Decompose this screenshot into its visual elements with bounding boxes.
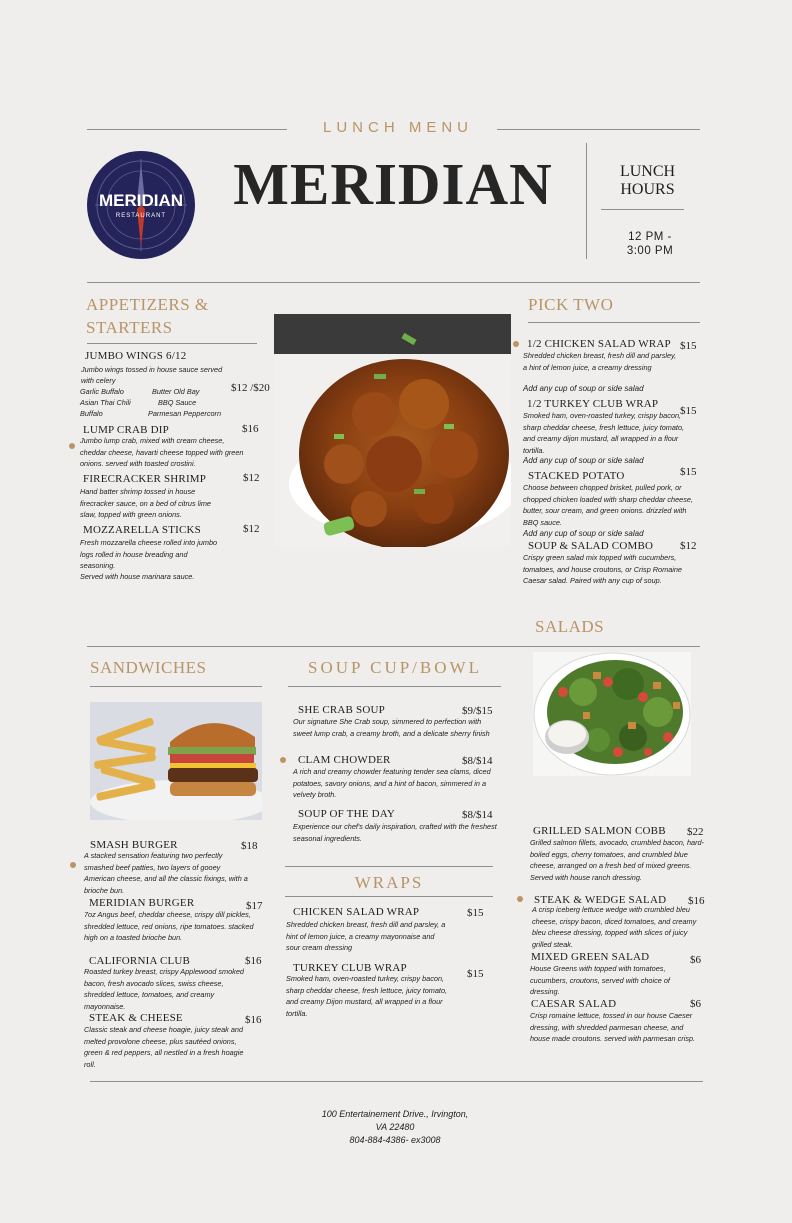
pick-two-rule bbox=[528, 322, 700, 323]
pick-item-2-addon: Add any cup of soup or side salad bbox=[523, 456, 644, 465]
pick-item-4-name: SOUP & SALAD COMBO bbox=[528, 540, 654, 552]
salad-3-desc: House Greens with topped with tomatoes, cucumbers, croutons, served with choice of dressing. bbox=[530, 964, 670, 996]
sandwiches-rule bbox=[90, 686, 262, 687]
hours-rule bbox=[601, 209, 684, 210]
mozzarella-sticks-price: $12 bbox=[243, 523, 260, 535]
salad-4-desc: Crisp romaine lettuce, tossed in our house Caeser dressing, with shredded parmesan cheese, and house made croutons. served with parmesan crisp. bbox=[530, 1011, 696, 1043]
logo-subtext: RESTAURANT bbox=[115, 213, 167, 219]
bullet-dot bbox=[517, 896, 523, 902]
sandwich-2-desc: 7oz Angus beef, cheddar cheese, crispy dill pickles, shredded lettuce, red onions, ripe tomatoes. stacked high on a toasted brioche bun. bbox=[84, 910, 254, 942]
salad-3-price: $6 bbox=[690, 954, 701, 966]
sandwich-3-name: CALIFORNIA CLUB bbox=[89, 955, 191, 967]
appetizers-rule bbox=[87, 343, 257, 344]
sandwich-2-price: $17 bbox=[246, 900, 263, 912]
header-vertical-divider bbox=[586, 143, 587, 259]
flavor-3b: Parmesan Peppercorn bbox=[148, 409, 222, 418]
wrap-2-price: $15 bbox=[467, 968, 484, 980]
salad-2-desc: A crisp iceberg lettuce wedge with crumbled bleu cheese, crispy bacon, diced tomatoes, and creamy bleu cheese dressing, topped with slices of juicy grilled steak. bbox=[532, 905, 697, 949]
mid-section-rule bbox=[87, 646, 700, 647]
flavor-1b: Butter Old Bay bbox=[152, 387, 200, 396]
soup-rule bbox=[288, 686, 501, 687]
pick-item-3-name: STACKED POTATO bbox=[528, 470, 625, 482]
firecracker-shrimp-desc: Hand batter shrimp tossed in house firecracker sauce, on a bed of citrus lime slaw, topped with green onions. bbox=[80, 487, 211, 519]
pick-item-1-desc: Shredded chicken breast, fresh dill and parsley, a hint of lemon juice, a creamy dressing bbox=[523, 351, 677, 372]
footer-address-1: 100 Entertainement Drive., Irvington, bbox=[321, 1109, 469, 1119]
pick-item-3-desc: Choose between chopped brisket, pulled pork, or chopped chicken loaded with sharp cheddar cheese, butter, sour cream, and green onions. drizzled with BBQ sauce. bbox=[523, 483, 693, 527]
salad-3-name: MIXED GREEN SALAD bbox=[531, 951, 650, 963]
pick-item-2-name: 1/2 TURKEY CLUB WRAP bbox=[527, 398, 659, 410]
sandwich-1-name: SMASH BURGER bbox=[90, 839, 178, 851]
bullet-dot bbox=[513, 341, 519, 347]
sandwich-3-price: $16 bbox=[245, 955, 262, 967]
jumbo-wings-price: $12 /$20 bbox=[231, 382, 270, 394]
salad-photo bbox=[533, 652, 691, 776]
salad-4-name: CAESAR SALAD bbox=[531, 998, 617, 1010]
wrap-1-price: $15 bbox=[467, 907, 484, 919]
mozzarella-sticks-desc-2: Served with house marinara sauce. bbox=[80, 572, 195, 581]
soup-2-desc: A rich and creamy chowder featuring tender sea clams, diced potatoes, savory onions, and a hint of bacon, simmered in a velvety broth. bbox=[293, 767, 491, 799]
soup-2-price: $8/$14 bbox=[462, 755, 493, 767]
appetizers-title-2: STARTERS bbox=[86, 318, 173, 337]
menu-subtitle: LUNCH MENU bbox=[322, 119, 473, 136]
firecracker-shrimp-price: $12 bbox=[243, 472, 260, 484]
soup-3-price: $8/$14 bbox=[462, 809, 493, 821]
wraps-rule-top bbox=[285, 866, 493, 867]
bullet-dot bbox=[70, 862, 76, 868]
burger-photo bbox=[90, 702, 262, 820]
hours-title-1: LUNCH bbox=[619, 163, 676, 180]
sandwich-4-price: $16 bbox=[245, 1014, 262, 1026]
flavor-1a: Garlic Buffalo bbox=[80, 387, 124, 396]
flavor-2b: BBQ Sauce bbox=[158, 398, 197, 407]
wrap-1-desc: Shredded chicken breast, fresh dill and parsley, a hint of lemon juice, a creamy mayonnaise and sour cream dressing bbox=[286, 920, 446, 952]
sandwich-3-desc: Roasted turkey breast, crispy Applewood smoked bacon, fresh avocado slices, swiss cheese, shredded lettuce, tomatoes, and creamy mayonnaise. bbox=[84, 967, 244, 1011]
flavor-3a: Buffalo bbox=[80, 409, 103, 418]
footer-rule bbox=[90, 1081, 703, 1082]
wings-photo bbox=[274, 314, 511, 547]
jumbo-wings-desc-1: Jumbo wings tossed in house sauce served bbox=[81, 365, 223, 374]
soup-1-name: SHE CRAB SOUP bbox=[298, 704, 385, 716]
wraps-title: WRAPS bbox=[354, 873, 424, 892]
salad-4-price: $6 bbox=[690, 998, 701, 1010]
pick-item-4-desc: Crispy green salad mix topped with cucumbers, tomatoes, and house croutons, or Crisp Romaine Caesar salad. Paired with any cup of soup. bbox=[523, 553, 682, 585]
footer-phone: 804-884-4386- ex3008 bbox=[349, 1135, 441, 1145]
flavor-2a: Asian Thai Chili bbox=[80, 398, 131, 407]
mozzarella-sticks-desc-1: Fresh mozzarella cheese rolled into jumbo logs rolled in house breading and seasoning. bbox=[80, 538, 218, 570]
soup-1-price: $9/$15 bbox=[462, 705, 493, 717]
header-bottom-rule bbox=[87, 282, 700, 283]
bullet-dot bbox=[280, 757, 286, 763]
salad-1-desc: Grilled salmon fillets, avocado, crumbled bacon, hard-boiled eggs, cherry tomatoes, and crumbled blue cheese, arranged on a fresh bed of mixed greens. Served with house ranch dressing. bbox=[530, 838, 704, 882]
soup-title: SOUP CUP/BOWL bbox=[308, 658, 482, 677]
soup-2-name: CLAM CHOWDER bbox=[298, 754, 391, 766]
appetizers-title-1: APPETIZERS & bbox=[86, 295, 209, 314]
footer-address-2: VA 22480 bbox=[375, 1122, 415, 1132]
salad-2-name: STEAK & WEDGE SALAD bbox=[534, 894, 667, 906]
mozzarella-sticks-name: MOZZARELLA STICKS bbox=[83, 524, 201, 536]
header-rule-left bbox=[87, 129, 287, 130]
wrap-2-name: TURKEY CLUB WRAP bbox=[293, 962, 407, 974]
wrap-2-desc: Smoked ham, oven-roasted turkey, crispy bacon, sharp cheddar cheese, fresh lettuce, juicy tomato, and creamy Dijon mustard, all wrapped in a flour tortilla. bbox=[286, 974, 448, 1018]
sandwiches-title: SANDWICHES bbox=[90, 658, 207, 677]
restaurant-logo bbox=[87, 151, 195, 259]
hours-time-2: 3:00 PM bbox=[626, 245, 674, 257]
hours-title-2: HOURS bbox=[620, 181, 675, 198]
sandwich-4-name: STEAK & CHEESE bbox=[89, 1012, 183, 1024]
salad-2-price: $16 bbox=[688, 895, 705, 907]
hours-time-1: 12 PM - bbox=[628, 231, 672, 243]
pick-item-2-desc: Smoked ham, oven-roasted turkey, crispy bacon, sharp cheddar cheese, fresh lettuce, juicy tomato, and creamy dijon mustard, all wrapped in a flour tortilla. bbox=[523, 411, 685, 455]
wraps-rule-bottom bbox=[285, 896, 493, 897]
pick-two-title: PICK TWO bbox=[528, 295, 614, 314]
pick-item-1-price: $15 bbox=[680, 340, 697, 352]
pick-item-1-addon: Add any cup of soup or side salad bbox=[523, 384, 644, 393]
pick-item-3-addon: Add any cup of soup or side salad bbox=[523, 529, 644, 538]
crab-dip-name: LUMP CRAB DIP bbox=[83, 424, 169, 436]
jumbo-wings-desc-2: with celery bbox=[81, 376, 116, 385]
sandwich-1-desc: A stacked sensation featuring two perfectly smashed beef patties, two layers of gooey American cheese, and all the classic fixings, with a brioche bun. bbox=[84, 851, 248, 895]
soup-1-desc: Our signature She Crab soup, simmered to perfection with sweet lump crab, a creamy broth, and a delicate sherry finish bbox=[293, 717, 490, 738]
pick-item-2-price: $15 bbox=[680, 405, 697, 417]
soup-3-name: SOUP OF THE DAY bbox=[298, 808, 396, 820]
salad-1-name: GRILLED SALMON COBB bbox=[533, 825, 666, 837]
wrap-1-name: CHICKEN SALAD WRAP bbox=[293, 906, 420, 918]
pick-item-1-name: 1/2 CHICKEN SALAD WRAP bbox=[527, 338, 671, 350]
salad-1-price: $22 bbox=[687, 826, 704, 838]
crab-dip-desc: Jumbo lump crab, mixed with cream cheese, cheddar cheese, havarti cheese topped with green onions. served with toasted crostini. bbox=[80, 436, 244, 468]
firecracker-shrimp-name: FIRECRACKER SHRIMP bbox=[83, 473, 207, 485]
bullet-dot bbox=[69, 443, 75, 449]
brand-title: MERIDIAN bbox=[233, 151, 553, 217]
pick-item-4-price: $12 bbox=[680, 540, 697, 552]
sandwich-1-price: $18 bbox=[241, 840, 258, 852]
sandwich-4-desc: Classic steak and cheese hoagie, juicy steak and melted provolone cheese, plus sautéed onions, green & red peppers, all nestled in a fresh hoagie roll. bbox=[84, 1025, 244, 1069]
soup-3-desc: Experience our chef's daily inspiration, crafted with the freshest seasonal ingredients. bbox=[293, 822, 497, 843]
salads-title: SALADS bbox=[535, 617, 605, 636]
sandwich-2-name: MERIDIAN BURGER bbox=[89, 897, 195, 909]
pick-item-3-price: $15 bbox=[680, 466, 697, 478]
jumbo-wings-name: JUMBO WINGS 6/12 bbox=[85, 350, 187, 362]
header-rule-right bbox=[497, 129, 700, 130]
crab-dip-price: $16 bbox=[242, 423, 259, 435]
logo-wordmark: MERIDIAN bbox=[98, 191, 184, 210]
